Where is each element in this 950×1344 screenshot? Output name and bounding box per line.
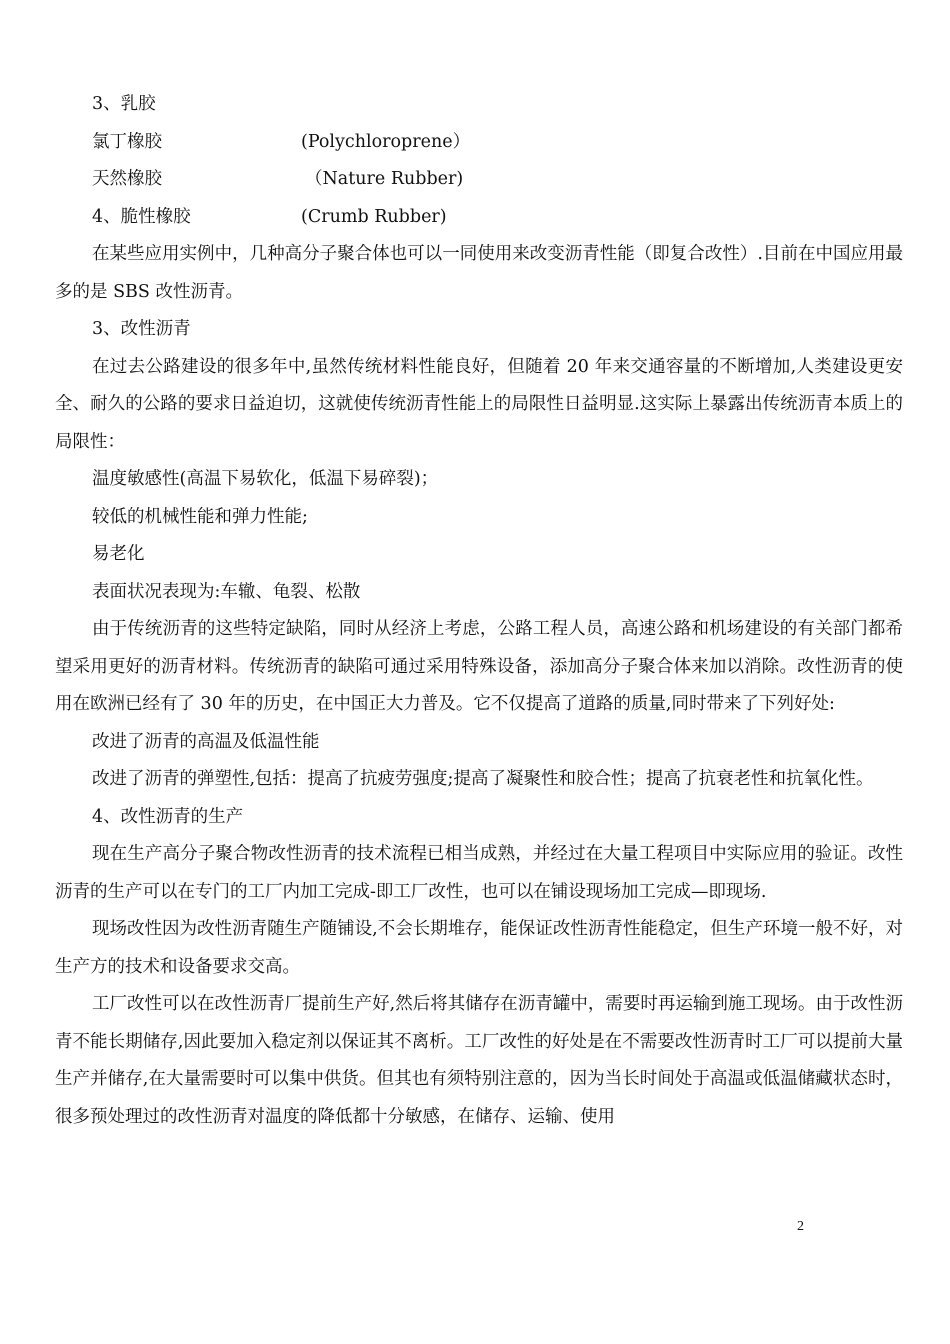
limitation-item: 较低的机械性能和弹力性能; <box>92 506 308 527</box>
document-body <box>55 86 903 1136</box>
heading-crumb-rubber <box>55 199 903 237</box>
heading-latex: 3、乳胶 <box>92 94 156 114</box>
benefit-item: 改进了沥青的弹塑性,包括：提高了抗疲劳强度;提高了凝聚性和胶合性；提高了抗衰老性和抗氧化性。 <box>92 769 874 789</box>
paragraph-production: 现在生产高分子聚合物改性沥青的技术流程已相当成熟，并经过在大量工程项目中实际应用的验证。改性沥青的生产可以在专门的工厂内加工完成-即工厂改性，也可以在铺设现场加工完成—即现场. <box>55 844 903 902</box>
benefit-item: 改进了沥青的高温及低温性能 <box>92 731 320 752</box>
term-en: (Polychloroprene） <box>301 131 471 152</box>
term-en: （Nature Rubber) <box>305 169 464 189</box>
term-zh: 氯丁橡胶 <box>92 131 162 152</box>
term-zh: 4、脆性橡胶 <box>92 206 191 227</box>
limitation-item: 温度敏感性(高温下易软化，低温下易碎裂)； <box>92 469 439 489</box>
term-row-polychloroprene <box>55 124 903 162</box>
term-row-natural-rubber <box>55 161 903 199</box>
term-zh: 天然橡胶 <box>92 169 162 189</box>
heading-production: 4、改性沥青的生产 <box>92 806 244 827</box>
paragraph-history: 在过去公路建设的很多年中,虽然传统材料性能良好，但随着 20 年来交通容量的不断增加,人类建设更安全、耐久的公路的要求日益迫切，这就使传统沥青性能上的局限性日益明显.这实际上暴露出传统沥青本质上的局限性： <box>55 356 903 452</box>
paragraph-composite-modification: 在某些应用实例中，几种高分子聚合体也可以一同使用来改变沥青性能（即复合改性）.目前在中国应用最多的是 SBS 改性沥青。 <box>55 244 903 302</box>
paragraph-factory-modification: 工厂改性可以在改性沥青厂提前生产好,然后将其储存在沥青罐中，需要时再运输到施工现场。由于改性沥青不能长期储存,因此要加入稳定剂以保证其不离析。工厂改性的好处是在不需要改性沥青时工厂可以提前大量生产并储存,在大量需要时可以集中供货。但其也有须特别注意的，因为当长时间处于高温或低温储藏状态时，很多预处理过的改性沥青对温度的降低都十分敏感，在储存、运输、使用 <box>55 994 903 1127</box>
heading-modified-asphalt: 3、改性沥青 <box>92 319 191 339</box>
limitation-item: 表面状况表现为:车辙、龟裂、松散 <box>92 581 361 602</box>
page-number: 2 <box>797 1219 804 1234</box>
term-en: (Crumb Rubber) <box>301 206 447 227</box>
paragraph-onsite-modification: 现场改性因为改性沥青随生产随铺设,不会长期堆存，能保证改性沥青性能稳定，但生产环境一般不好，对生产方的技术和设备要求交高。 <box>55 919 903 977</box>
limitation-item: 易老化 <box>92 544 145 564</box>
paragraph-benefits: 由于传统沥青的这些特定缺陷，同时从经济上考虑，公路工程人员，高速公路和机场建设的有关部门都希望采用更好的沥青材料。传统沥青的缺陷可通过采用特殊设备，添加高分子聚合体来加以消除。改性沥青的使用在欧洲已经有了 30 年的历史，在中国正大力普及。它不仅提高了道路的质量,同时带来了下列好处: <box>55 619 903 714</box>
